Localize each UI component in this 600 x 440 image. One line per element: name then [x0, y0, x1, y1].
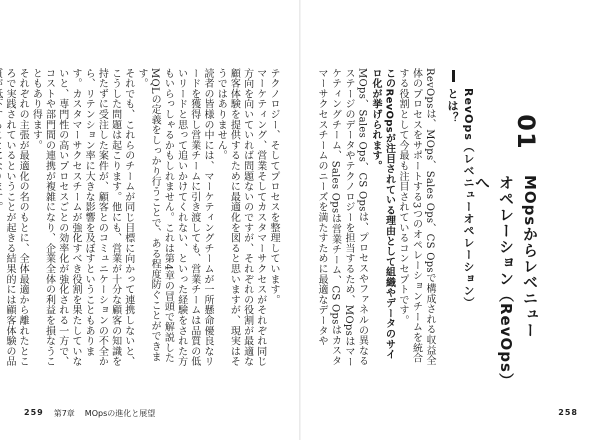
running-chapter-title: MOpsの進化と展望	[84, 409, 156, 418]
section-heading: RevOps（レベニューオペレーション）とは？	[446, 88, 475, 309]
left-page-body	[3, 68, 280, 368]
left-paragraph-2: マーケティング、営業そしてカスタマーサクセスがそれぞれ同じ方向を向いていれば問題ないのですが、それぞれの役割が最適な顧客体験を提供するために最適化を図ると思いますが、現実はそうではありません。	[215, 68, 266, 367]
right-page-body	[318, 68, 436, 368]
chapter-title	[470, 175, 542, 385]
left-paragraph-1: テクノロジー、そしてプロセスを整理しています。	[268, 68, 279, 305]
right-paragraph-3: MOps、Sales Ops、CS Opsは、プロセスやファネルの異なるステージのデータやテクノロジーを担当するため、MOpsはマーケティングチーム、Sales Opsは営業チーム、CS Opsはカスタマーサクセスチームのニーズを満たすために最適なデータや	[316, 68, 368, 367]
left-paragraph-4: それでも、これらのチームが同じ目標に向かって連携しないと、こうした問題は起こります。他にも、営業が十分な顧客の知識を持たずに受注した案件が、顧客とのコミュニケーションの不全から、リテンション率に大きな影響を及ぼすということもあります。カスタマーサクセスチームが強化すべき役割を果たしていないと、専門性の高いプロセスごとの効率化が強化される一方で、コストや部門間の連携が複雑になり、企業全体の利益を損なうこともあり得ます。	[30, 68, 134, 367]
chapter-title-line-2: オペレーション（RevOps）へ	[473, 175, 515, 382]
right-paragraph-bold: このRevOpsが注目されている理由として組織やデータのサイロ化が挙げられます。	[370, 68, 395, 360]
chapter-number: 01	[512, 114, 540, 150]
left-page-footer	[24, 408, 155, 419]
right-page-number: 258	[558, 408, 578, 417]
chapter-title-line-1: MOpsからレベニュー	[521, 175, 539, 339]
left-paragraph-3: 読者の皆様の中には、マーケティングチームが一所懸命優良なリードを獲得し営業チームに引き渡しても、営業チームは品質の低いリードと思って追いかけてくれない、といった経験をされた方もいらっしゃるかもしれません。これは第4章の冒頭で解説したMQLの定義をしっかり行うことで、ある程度防ぐことができます。	[135, 68, 213, 367]
section-heading-rule	[452, 70, 455, 82]
page-gutter	[299, 0, 301, 440]
running-chapter-label: 第7章	[53, 409, 75, 418]
right-paragraph-1: RevOpsは、MOps、Sales Ops、CS Opsで構成される収益全体のプロセスをサポートする3つのオペレーションチームを統合する役割として今最も注目されているコンセプトです。	[397, 68, 435, 366]
left-paragraph-5: それぞれの主張が最適化の名のもとに、全体最適から離れたところで実践されているということが起きる結果的には顧客体験の品	[3, 68, 29, 367]
left-page-number: 259	[24, 408, 44, 417]
